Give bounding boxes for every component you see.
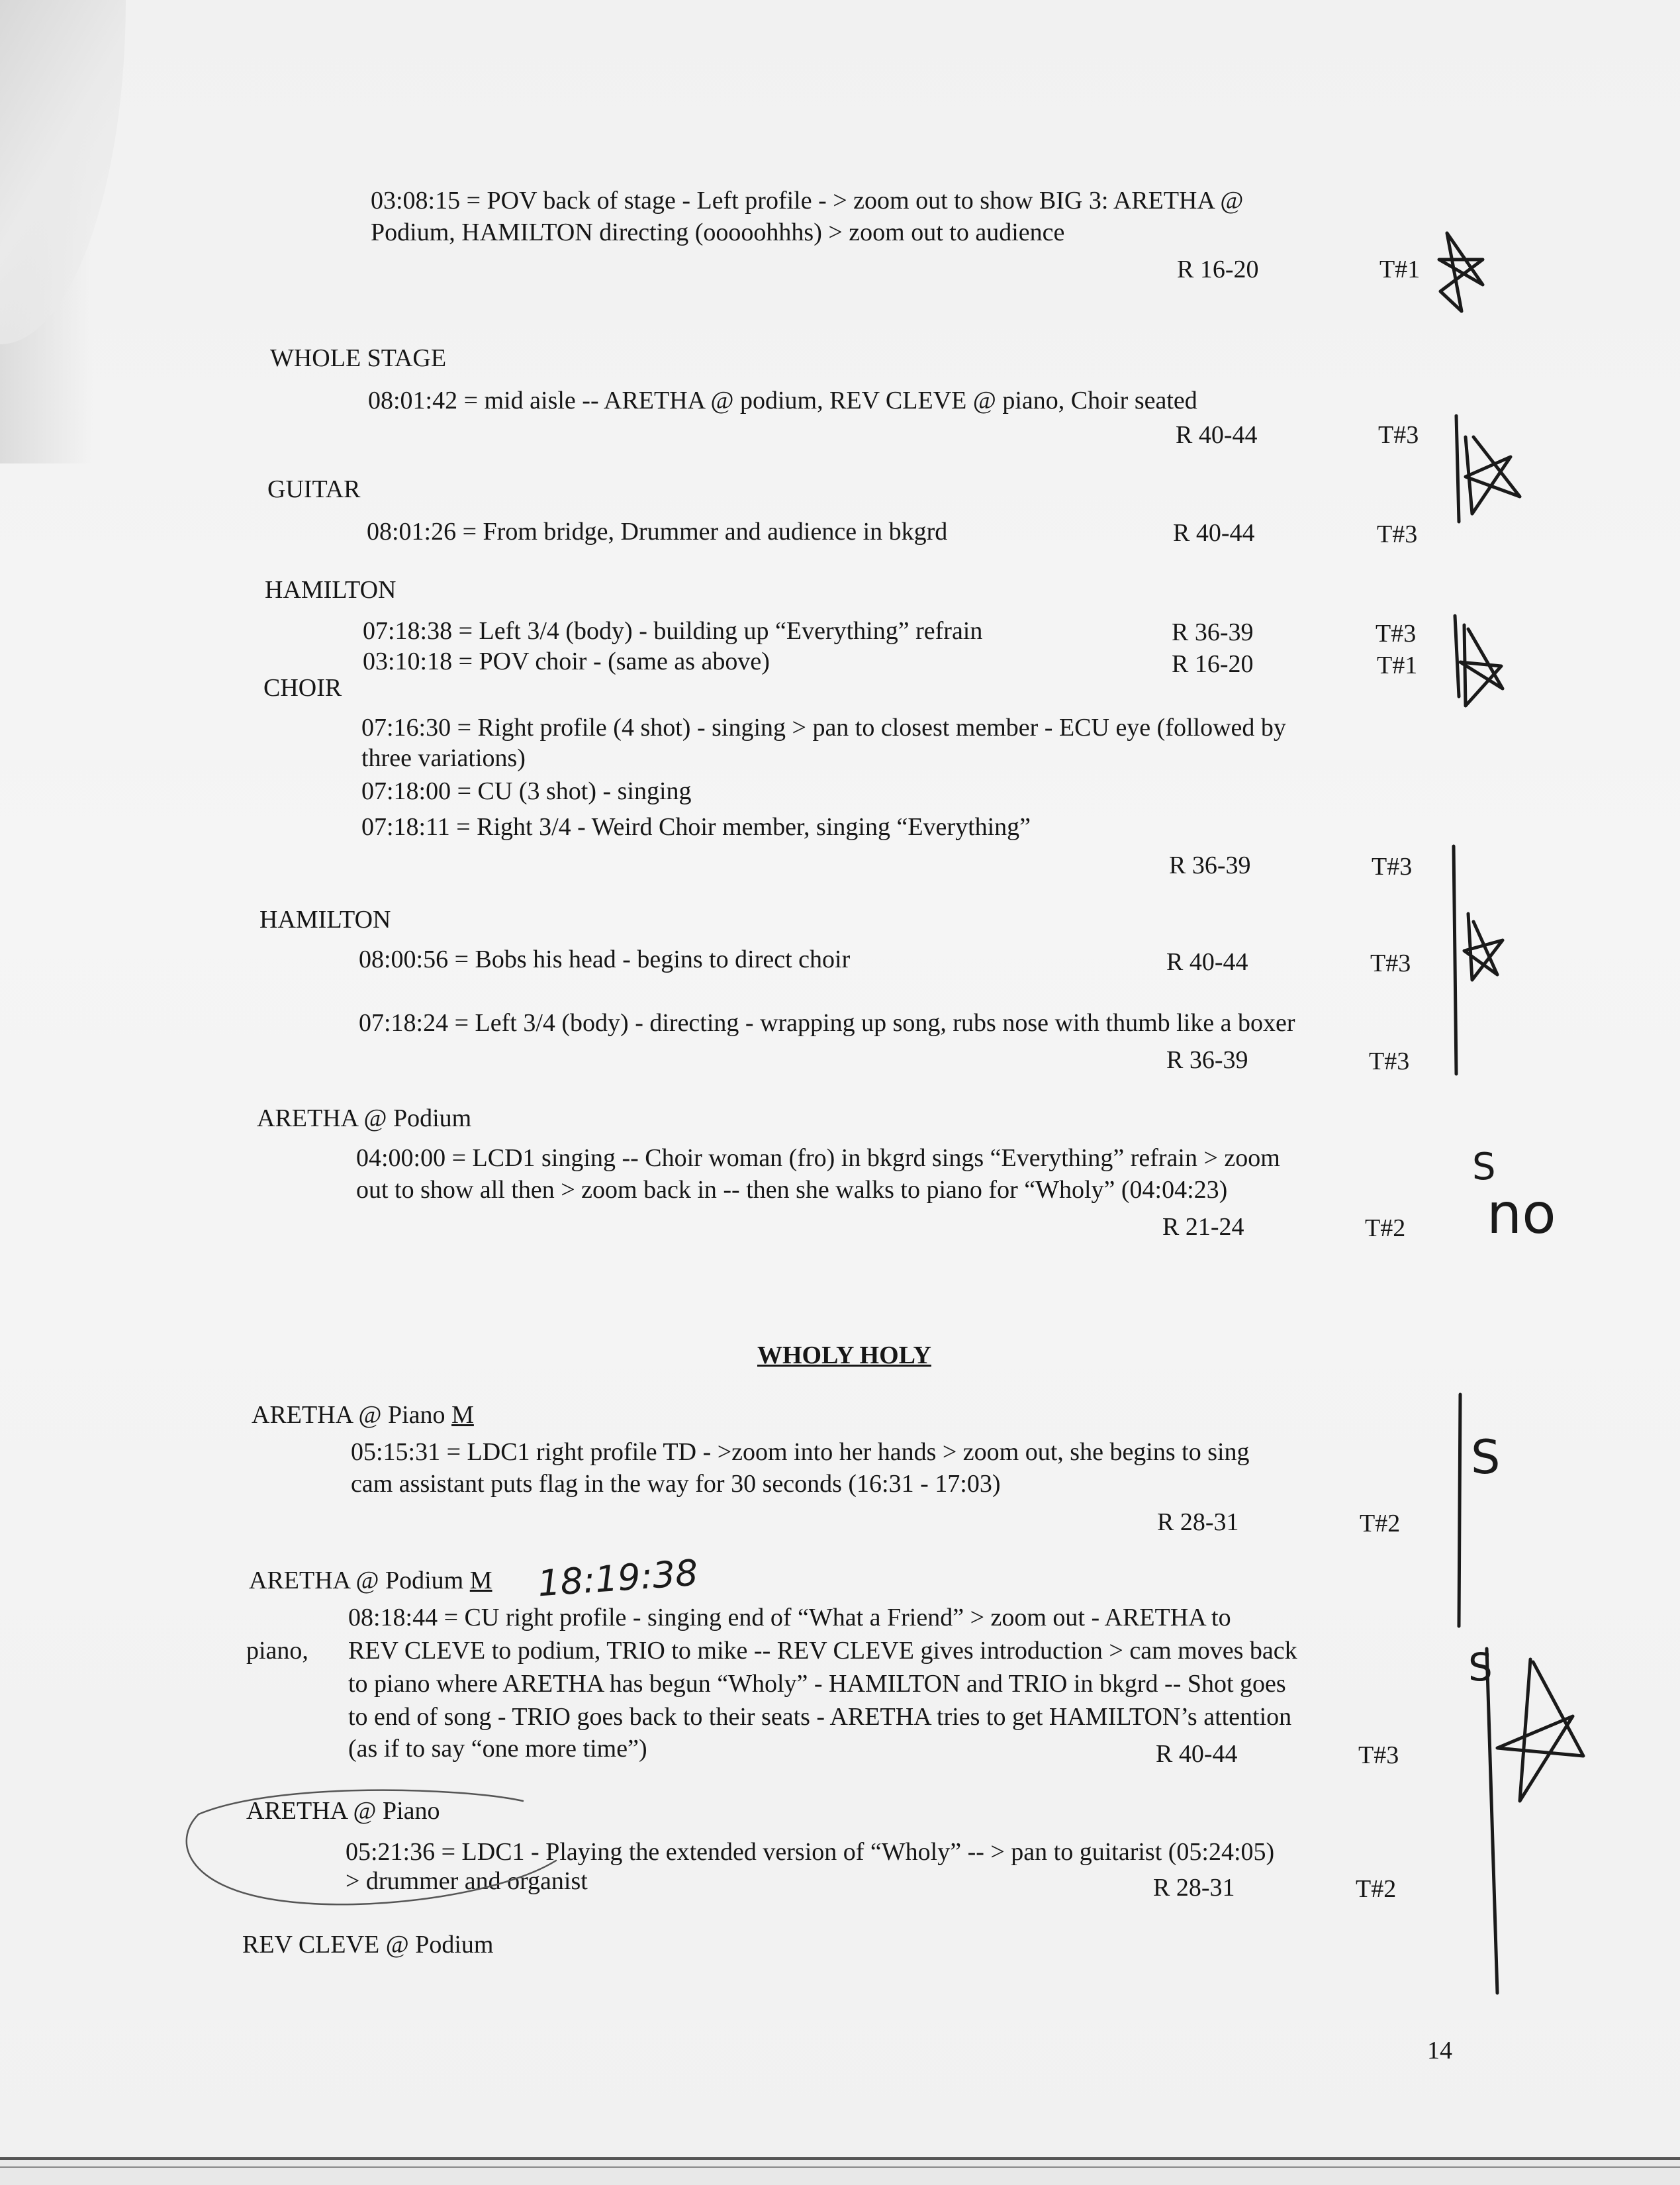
reel-ref: R 16-20 [1177,256,1259,283]
page-bottom-edge [0,2157,1680,2185]
entry-text: 05:21:36 = LDC1 - Playing the extended version of “Wholy” -- > pan to guitarist (05:24:05) [346,1838,1275,1866]
handwritten-note-s: S [1471,1430,1501,1484]
bracket-mark [1487,1649,1497,1993]
section-heading: REV CLEVE @ Podium [242,1931,494,1959]
tape-ref: T#3 [1376,620,1417,648]
tape-ref: T#1 [1379,256,1421,283]
entry-text: to piano where ARETHA has begun “Wholy” - HAMILTON and TRIO in bkgrd -- Shot goes [348,1670,1286,1698]
section-heading: ARETHA @ Piano [246,1797,440,1825]
star-mark [1466,437,1520,514]
tape-ref: T#3 [1378,421,1419,449]
tape-ref: T#2 [1365,1214,1406,1242]
tape-ref: T#2 [1356,1875,1397,1903]
entry-text: 08:00:56 = Bobs his head - begins to direct choir [359,946,851,973]
entry-text: 07:18:38 = Left 3/4 (body) - building up “Everything” refrain [363,617,983,645]
handwritten-note-no: no [1487,1181,1556,1246]
entry-text: 07:18:00 = CU (3 shot) - singing [361,777,692,805]
entry-text: 08:01:26 = From bridge, Drummer and audience in bkgrd [367,518,948,546]
entry-text: 05:15:31 = LDC1 right profile TD - >zoom into her hands > zoom out, she begins to sing [351,1438,1250,1466]
reel-ref: R 36-39 [1169,851,1251,879]
handwritten-timecode: 18:19:38 [536,1551,700,1605]
reel-ref: R 28-31 [1157,1508,1239,1536]
entry-text: out to show all then > zoom back in -- then she walks to piano for “Wholy” (04:04:23) [356,1176,1228,1204]
reel-ref: R 28-31 [1153,1874,1235,1902]
reel-ref: R 40-44 [1156,1740,1238,1768]
section-heading: HAMILTON [259,906,391,934]
reel-ref: R 40-44 [1176,421,1258,449]
entry-text: (as if to say “one more time”) [348,1735,647,1763]
star-mark [1460,625,1503,706]
ellipse-mark [187,1790,556,1905]
handwritten-note-s: S [1468,1645,1493,1690]
entry-text: 08:18:44 = CU right profile - singing end of “What a Friend” > zoom out - ARETHA to [348,1604,1231,1631]
section-heading: ARETHA @ Piano M [252,1401,474,1429]
entry-text: to end of song - TRIO goes back to their seats - ARETHA tries to get HAMILTON’s attention [348,1703,1292,1731]
section-heading: HAMILTON [265,576,397,604]
section-heading: WHOLE STAGE [270,344,447,372]
entry-text: 08:01:42 = mid aisle -- ARETHA @ podium, REV CLEVE @ piano, Choir seated [368,387,1197,414]
entry-text: 03:10:18 = POV choir - (same as above) [363,648,770,675]
star-mark [1497,1659,1583,1801]
tape-ref: T#2 [1360,1510,1401,1537]
entry-text: REV CLEVE to podium, TRIO to mike -- REV CLEVE gives introduction > cam moves back [348,1637,1297,1665]
page-number: 14 [1427,2037,1452,2064]
entry-text: 04:00:00 = LCD1 singing -- Choir woman (fro) in bkgrd sings “Everything” refrain > zoom [356,1144,1280,1172]
entry-text: 03:08:15 = POV back of stage - Left profile - > zoom out to show BIG 3: ARETHA @ [371,187,1244,215]
section-heading: GUITAR [267,475,361,503]
entry-text: 07:16:30 = Right profile (4 shot) - singing > pan to closest member - ECU eye (followed by [361,714,1286,742]
bracket-mark [1459,1394,1460,1626]
entry-prefix: piano, [246,1637,308,1665]
bracket-mark [1455,616,1459,697]
section-heading: CHOIR [263,674,342,702]
star-mark [1439,233,1483,311]
tape-ref: T#3 [1372,853,1413,881]
tape-ref: T#3 [1358,1741,1399,1769]
bracket-mark [1454,846,1456,1074]
reel-ref: R 40-44 [1166,948,1248,976]
reel-ref: R 36-39 [1166,1046,1248,1074]
reel-ref: R 40-44 [1173,519,1255,547]
entry-text: > drummer and organist [346,1867,588,1895]
tape-ref: T#1 [1377,652,1418,679]
entry-text: three variations) [361,744,526,772]
handwritten-note-s: S [1472,1145,1496,1189]
tape-ref: T#3 [1370,949,1411,977]
section-heading: ARETHA @ Podium M [249,1567,492,1594]
tape-ref: T#3 [1377,520,1418,548]
reel-ref: R 36-39 [1172,618,1254,646]
reel-ref: R 16-20 [1172,650,1254,678]
section-heading: ARETHA @ Podium [257,1104,472,1132]
tape-ref: T#3 [1369,1047,1410,1075]
entry-text: Podium, HAMILTON directing (ooooohhhs) > zoom out to audience [371,218,1065,246]
entry-text: 07:18:24 = Left 3/4 (body) - directing - wrapping up song, rubs nose with thumb like a boxer [359,1009,1295,1037]
bracket-mark [1456,416,1459,522]
reel-ref: R 21-24 [1162,1213,1244,1241]
song-title: WHOLY HOLY [757,1341,931,1369]
entry-text: 07:18:11 = Right 3/4 - Weird Choir member, singing “Everything” [361,813,1031,841]
entry-text: cam assistant puts flag in the way for 30 seconds (16:31 - 17:03) [351,1470,1001,1498]
star-mark [1464,914,1503,980]
